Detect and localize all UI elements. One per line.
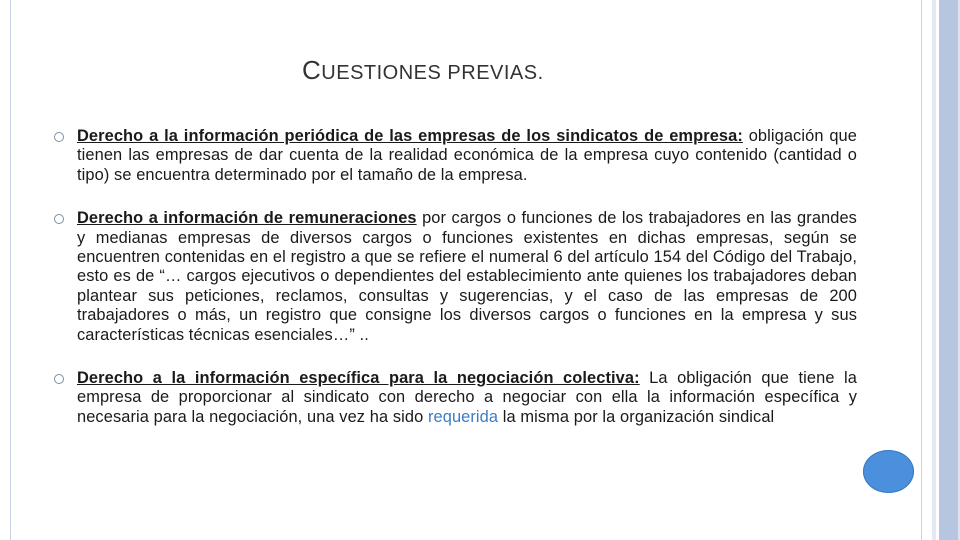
bullet-list: [52, 127, 857, 451]
right-frame-line: [921, 0, 922, 540]
decorative-circle: [863, 450, 914, 493]
slide-title: [302, 55, 544, 86]
list-item-text: [77, 209, 857, 345]
item-heading: Derecho a la información periódica de las empresas de los sindicatos de empresa:: [77, 127, 743, 145]
list-item: [52, 209, 857, 345]
right-decorative-band: [932, 0, 960, 540]
list-item-text: [77, 369, 857, 427]
item-body-end: la misma por la organización sindical: [498, 407, 775, 426]
item-heading: Derecho a información de remuneraciones: [77, 209, 417, 228]
item-body: por cargos o funciones de los trabajadores en las grandes y medianas empresas de diversos cargos o funciones existentes en dichas empresas, según se encuentren contenidas en el registro a que se refiere el numeral 6 del artículo 154 del Código del Trabajo, esto es de “… cargos ejecutivos o dependientes del establecimiento ante quienes los trabajadores deban plantear sus peticiones, reclamos, consultas y sugerencias, y el caso de las empresas de 200 trabajadores o más, un registro que consigne los diversos cargos o funciones en la empresa y sus características técnicas esenciales…” ..: [77, 209, 857, 344]
item-body: obligación que tienen las empresas de dar cuenta de la realidad económica de la empresa cuyo contenido (cantidad o tipo) se encuentra determinado por el tamaño de la empresa.: [77, 127, 857, 184]
item-highlight: requerida: [427, 407, 499, 426]
item-heading: Derecho a la información específica para la negociación colectiva:: [77, 369, 640, 388]
slide-title-initial: C: [302, 55, 322, 85]
item-body: La obligación que tiene la empresa de proporcionar al sindicato con derecho a negociar con ella la información específica y necesaria para la negociación, una vez ha sido: [77, 369, 857, 426]
list-item: [52, 369, 857, 427]
list-item: [52, 127, 857, 185]
bullet-circle-icon: [54, 132, 64, 142]
bullet-circle-icon: [54, 214, 64, 224]
bullet-circle-icon: [54, 374, 64, 384]
slide-title-rest: UESTIONES PREVIAS.: [321, 62, 544, 84]
list-item-text: [77, 127, 857, 185]
left-frame-line: [10, 0, 11, 540]
